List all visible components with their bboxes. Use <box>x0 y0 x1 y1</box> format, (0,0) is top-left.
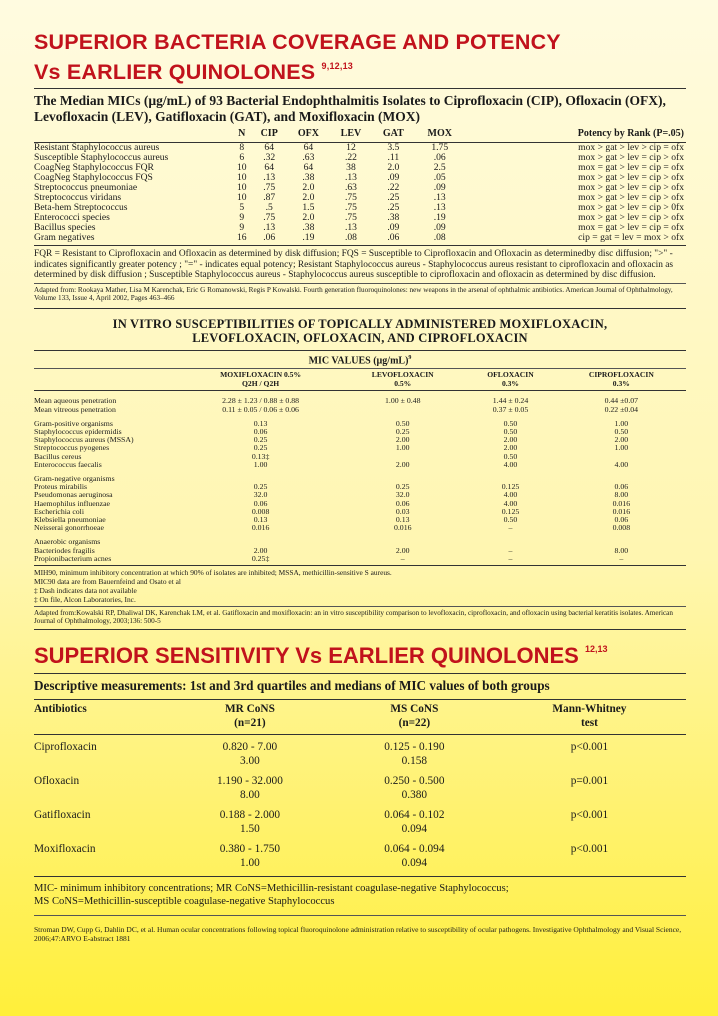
table-cell: Gram-negative organisms <box>34 474 115 484</box>
mr-cons-median: 3.00 <box>240 754 260 767</box>
table-cell: .09 <box>387 222 400 233</box>
table1 <box>34 129 686 246</box>
table-cell: Gram negatives <box>34 233 232 246</box>
table-cell: 2.0 <box>302 192 315 203</box>
table-row <box>34 500 686 508</box>
table-cell: 0.50 <box>503 427 518 437</box>
table-cell: .05 <box>433 172 446 183</box>
table-cell: Neisserai gonorrhoeae <box>34 523 104 533</box>
table-cell: 0.03 <box>395 506 410 516</box>
table-row <box>34 444 686 452</box>
table-cell: 2.00 <box>503 443 518 453</box>
table-cell: 3.5 <box>387 142 400 153</box>
table2-header-sub: 0.3% <box>612 378 630 388</box>
table-cell: 64 <box>303 142 314 153</box>
table-cell: 5 <box>239 202 245 213</box>
table3-header-line1: MS CoNS <box>390 702 439 715</box>
table-cell: .63 <box>344 182 357 193</box>
table1-header-cell: MOX <box>415 129 465 143</box>
table-cell: .75 <box>344 202 357 213</box>
table-cell: Mean aqueous penetration <box>34 396 117 406</box>
table-cell: Enterococcus faecalis <box>34 459 102 469</box>
table-cell: .06 <box>372 233 415 246</box>
mic-values-label: MIC VALUES (µg/mL) <box>308 355 409 367</box>
table3-header-line1: Antibiotics <box>34 702 87 715</box>
ms-cons-median: 0.158 <box>401 754 428 767</box>
table-cell: .13 <box>344 222 357 233</box>
mr-cons-range: 1.190 - 32.000 <box>216 774 283 787</box>
table-cell: .22 <box>344 152 357 163</box>
table-cell: .75 <box>263 212 276 223</box>
table-cell: 0.50 <box>503 418 518 428</box>
mann-whitney-p: p<0.001 <box>570 740 609 753</box>
table-cell: 1.00 <box>614 443 629 453</box>
table-cell: 0.13‡ <box>251 451 270 461</box>
table-cell: Haemophilus influenzae <box>34 498 110 508</box>
table-cell: – <box>508 523 513 533</box>
table-cell: Bacillus cereus <box>34 451 82 461</box>
ms-cons-cell <box>336 842 493 877</box>
table-cell: Streptococcus pneumoniae <box>34 182 138 193</box>
table3-header-row <box>34 699 686 734</box>
table-cell: 1.00 ± 0.48 <box>385 396 421 406</box>
table-cell: 0.50 <box>503 451 518 461</box>
table-cell: 0.06 <box>253 427 268 437</box>
table2-header-sub: 0.5% <box>394 378 412 388</box>
table-cell: .11 <box>387 152 400 163</box>
table-cell: 12 <box>346 142 356 153</box>
table-cell: 6 <box>239 152 245 163</box>
table-cell: 8.00 <box>614 490 629 500</box>
mr-cons-cell <box>164 808 336 842</box>
table-cell: 9 <box>239 222 245 233</box>
table3-title: Descriptive measurements: 1st and 3rd quartiles and medians of MIC values of both groups <box>34 677 550 693</box>
table-cell: 0.44 ±0.07 <box>604 396 639 406</box>
table-cell: 2.00 <box>395 435 410 445</box>
table-cell: .75 <box>344 212 357 223</box>
table-cell: Streptococcus viridans <box>34 192 122 203</box>
table-row <box>34 538 686 546</box>
section2-title <box>34 317 686 345</box>
table1-header-cell: OFX <box>287 129 330 143</box>
ms-cons-range: 0.125 - 0.190 <box>384 740 445 753</box>
divider <box>34 308 686 309</box>
table-row <box>34 436 686 444</box>
table-row <box>34 524 686 532</box>
table-cell: 0.016 <box>393 523 412 533</box>
table-row <box>34 397 686 405</box>
table3-header-cell <box>493 699 686 734</box>
table-cell: mox > gat > lev = cip > ofx <box>578 182 684 193</box>
divider <box>34 915 686 916</box>
table-cell: 10 <box>237 182 247 193</box>
table2-footnote: MIH90, minimum inhibitory concentration at which 90% of isolates are inhibited; MSSA, methicillin-sensitive S aureus. <box>34 568 392 578</box>
table-cell: .38 <box>387 212 400 223</box>
table2-header-sub: 0.3% <box>501 378 520 388</box>
table-cell: 1.00 <box>253 459 268 469</box>
page <box>34 30 686 943</box>
table-cell: Propionibacterium acnes <box>34 555 180 566</box>
ms-cons-cell <box>336 734 493 774</box>
table-cell: 0.22 ±0.04 <box>604 404 639 414</box>
ms-cons-median: 0.094 <box>401 856 428 869</box>
table3-header-line1: MR CoNS <box>224 702 275 715</box>
table-cell: Escherichia coli <box>34 506 85 516</box>
table-cell: – <box>557 555 686 566</box>
mr-cons-cell <box>164 842 336 877</box>
table-cell: mox > gat > lev > cip = ofx <box>578 142 684 153</box>
table-cell: 0.50 <box>395 418 410 428</box>
table-cell: 64 <box>303 162 314 173</box>
table3-header-line2: (n=22) <box>398 716 431 729</box>
section2-title-line2: LEVOFLOXACIN, OFLOXACIN, AND CIPROFLOXACIN <box>192 331 528 346</box>
table-row <box>34 461 686 469</box>
table3-header-line2: (n=21) <box>234 716 266 729</box>
table-cell: 0.25 <box>253 443 268 453</box>
divider <box>34 283 686 284</box>
table-cell: 0.50 <box>503 515 518 525</box>
table-cell: 1.5 <box>302 202 315 213</box>
table-cell: 0.125 <box>501 506 520 516</box>
table2-footnotes <box>34 568 686 604</box>
table-cell: Bacteriodes fragilis <box>34 545 95 555</box>
table-cell: 0.06 <box>614 482 629 492</box>
table-cell: 38 <box>346 162 356 173</box>
table2-header-name: CIPROFLOXACIN <box>588 370 654 380</box>
table2-body <box>34 391 686 566</box>
table-cell: 0.25‡ <box>180 555 341 566</box>
table-cell: .87 <box>263 192 276 203</box>
table-cell: Beta-hem Streptococcus <box>34 202 128 213</box>
table-cell: Enterococci species <box>34 212 110 223</box>
table-cell: 10 <box>237 162 247 173</box>
section3-title-refs: 12,13 <box>584 643 608 654</box>
table-cell: 2.5 <box>433 162 446 173</box>
table-cell: 1.75 <box>431 142 449 153</box>
antibiotic-name: Moxifloxacin <box>34 842 164 877</box>
table-cell: mox = gat > lev = cip = ofx <box>578 162 684 173</box>
table-cell: .75 <box>263 182 276 193</box>
table-cell: 0.25 <box>253 435 268 445</box>
mann-whitney-p: p=0.001 <box>570 774 609 787</box>
divider <box>34 368 686 369</box>
table-row <box>34 475 686 483</box>
mr-cons-median: 1.50 <box>240 822 260 835</box>
table2-footnote: ‡ On file, Alcon Laboratories, Inc. <box>34 595 136 605</box>
antibiotic-name: Ciprofloxacin <box>34 740 97 753</box>
table-cell: .38 <box>302 222 315 233</box>
table3-header-cell <box>164 699 336 734</box>
table-row <box>34 547 686 555</box>
table-cell: 0.016 <box>612 498 631 508</box>
table-row <box>34 491 686 499</box>
table-cell: 0.008 <box>612 523 631 533</box>
table-cell: – <box>464 555 556 566</box>
table-cell: 1.00 <box>395 443 410 453</box>
section2-title-line1: IN VITRO SUSCEPTIBILITIES OF TOPICALLY ADMINISTERED MOXIFLOXACIN, <box>112 317 608 332</box>
table2-header-cell <box>34 371 180 391</box>
mann-whitney-p: p<0.001 <box>493 842 686 877</box>
table-cell: 2.00 <box>614 435 629 445</box>
antibiotic-name: Gatifloxacin <box>34 808 91 821</box>
table2-header-cell <box>341 371 464 391</box>
section1-title-line2: Vs EARLIER QUINOLONES <box>34 60 316 84</box>
table-cell: 0.008 <box>251 506 270 516</box>
table1-footnote: FQR = Resistant to Ciprofloxacin and Ofloxacin as determined by disk diffusion; FQS = Susceptible to Ciprofloxacin and Ofloxacin as determinedby disc diffusion; ">" - indicates significantly greater potency ; "=" - indicates equal potency; Resistant Staphylococcus aureus - Staphylococcus aureus resistant to ciprofloxacin and ofloxacin as determined by disk diffusion ; Susceptible Staphylococcus aureus - Staphylococcus aureus susceptible to ciprofloxacin and ofloxacin as determined by disc diffusion. <box>34 249 674 280</box>
table-cell: .06 <box>433 152 446 163</box>
table-cell: Pseudomonas aeruginosa <box>34 490 113 500</box>
divider <box>34 606 686 607</box>
table-row <box>34 774 686 808</box>
table-row <box>34 483 686 491</box>
table-cell: .5 <box>265 202 273 213</box>
mr-cons-range: 0.188 - 2.000 <box>219 808 281 821</box>
table3-footnote <box>34 882 686 909</box>
table-cell: Resistant Staphylococcus aureus <box>34 142 160 153</box>
divider <box>34 629 686 630</box>
table-cell: 2.0 <box>302 182 315 193</box>
table1-header-cell: LEV <box>330 129 372 143</box>
table-cell: 0.016 <box>612 506 631 516</box>
table-cell: 0.11 ± 0.05 / 0.06 ± 0.06 <box>222 404 299 414</box>
table-cell: Streptococcus pyogenes <box>34 443 110 453</box>
table1-source: Adapted from: Rookaya Mather, Lisa M Karenchak, Eric G Romanowski, Regis P Kowalski. Fourth generation fluoroquinolones: new weapons in the arsenal of ophthalmic antibiotics. American Journal of Ophthalmology, Volume 133, Issue 4, April 2002, Pages 463–466 <box>34 285 673 302</box>
table-cell: .09 <box>433 182 446 193</box>
table-cell: 2.28 ± 1.23 / 0.88 ± 0.88 <box>222 396 300 406</box>
table-cell: cip = gat = lev = mox > ofx <box>465 233 686 246</box>
mann-whitney-p: p<0.001 <box>570 808 609 821</box>
table3-header-cell <box>34 699 164 734</box>
table2-header-name: OFLOXACIN <box>487 370 534 380</box>
table-cell: .25 <box>387 202 400 213</box>
table-cell: – <box>341 555 464 566</box>
table-cell <box>341 406 464 414</box>
table2-header-name: LEVOFLOXACIN <box>371 370 434 380</box>
table-cell: .19 <box>287 233 330 246</box>
table-cell: CoagNeg Staphylococcus FQR <box>34 162 154 173</box>
table-cell: 10 <box>237 192 247 203</box>
table-cell: 2.00 <box>503 435 518 445</box>
section3-title-text: SUPERIOR SENSITIVITY Vs EARLIER QUINOLONES <box>34 642 579 668</box>
table-row <box>34 420 686 428</box>
table-cell: .09 <box>433 222 446 233</box>
table-cell: Staphylococcus aureus (MSSA) <box>34 435 134 445</box>
table1-header-cell: Potency by Rank (P=.05) <box>465 129 686 143</box>
table-cell: mox > gat > lev = cip > ofx <box>578 152 684 163</box>
table1-header-cell <box>34 129 232 143</box>
table-cell: CoagNeg Staphylococcus FQS <box>34 172 153 183</box>
table-cell: mox > gat > lev = cip > ofx <box>578 212 684 223</box>
table-cell: 2.00 <box>395 459 410 469</box>
table-cell: Anaerobic organisms <box>34 537 101 547</box>
table-cell: Bacillus species <box>34 222 96 233</box>
table-cell: .06 <box>252 233 287 246</box>
table2-header-sub: Q2H / Q2H <box>242 378 280 388</box>
table-cell: mox > gat > lev = cip > ofx <box>578 192 684 203</box>
ms-cons-range: 0.064 - 0.102 <box>384 808 445 821</box>
table-cell: 8 <box>239 142 245 153</box>
table2 <box>34 371 686 566</box>
table3-footnote-line1: MIC- minimum inhibitory concentrations; MR CoNS=Methicillin-resistant coagulase-negative Staphylococcus; <box>34 882 509 894</box>
table-row <box>34 508 686 516</box>
table-cell: .13 <box>263 222 276 233</box>
table-cell: 2.00 <box>395 545 410 555</box>
table-cell: 0.37 ± 0.05 <box>492 404 529 414</box>
table-cell: 1.44 ± 0.24 <box>492 396 529 406</box>
table-cell: – <box>508 545 513 555</box>
table-cell: 32.0 <box>253 490 268 500</box>
table-cell: Staphylococcus epidermidis <box>34 427 122 437</box>
table-cell: .13 <box>433 192 446 203</box>
table2-header-cell <box>557 371 686 391</box>
table-cell: 0.13 <box>395 515 410 525</box>
table3-header-cell <box>336 699 493 734</box>
mr-cons-range: 0.380 - 1.750 <box>219 842 281 855</box>
divider <box>34 350 686 351</box>
mic-values-title <box>34 355 686 366</box>
section1-title <box>34 30 686 84</box>
mic-values-ref: 9 <box>408 355 412 362</box>
mr-cons-median: 8.00 <box>240 788 260 801</box>
table1-body <box>34 143 686 246</box>
table-cell: 64 <box>264 142 274 153</box>
table-cell: .13 <box>433 202 446 213</box>
table-cell: 0.25 <box>395 482 410 492</box>
table3-source: Stroman DW, Cupp G, Dahlin DC, et al. Human ocular concentrations following topical fluoroquinolone administration relative to susceptibility of ocular pathogens. Investigative Ophthalmology and Visual Science, 2006;47:ARVO E-abstract 1881 <box>34 924 682 943</box>
table-cell: .25 <box>387 192 400 203</box>
table-cell: 16 <box>232 233 252 246</box>
ms-cons-range: 0.064 - 0.094 <box>384 842 445 855</box>
table1-title: The Median MICs (µg/mL) of 93 Bacterial Endophthalmitis Isolates to Ciprofloxacin (CIP), Ofloxacin (OFX), Levofloxacin (LEV), Gatifloxacin (GAT), and Moxifloxacin (MOX) <box>34 93 666 124</box>
table-cell: .09 <box>387 172 400 183</box>
table2-header-row <box>34 371 686 391</box>
table-cell: 0.06 <box>614 515 629 525</box>
table-cell: mox > gat > lev = cip > 0fx <box>578 202 684 213</box>
table-row <box>34 808 686 842</box>
table-cell: 4.00 <box>503 498 518 508</box>
antibiotic-name: Ofloxacin <box>34 774 80 787</box>
table-cell: 0.016 <box>251 523 270 533</box>
table-cell: .19 <box>433 212 446 223</box>
table-row <box>34 842 686 877</box>
table-row <box>34 555 686 566</box>
table-cell: .22 <box>387 182 400 193</box>
table-row <box>34 516 686 524</box>
table-cell: .13 <box>344 172 357 183</box>
table-cell: 0.13 <box>253 418 268 428</box>
table2-footnote: ‡ Dash indicates data not available <box>34 586 137 596</box>
table-row <box>34 734 686 774</box>
table-cell: 4.00 <box>614 459 629 469</box>
table1-header-cell: GAT <box>372 129 415 143</box>
mr-cons-cell <box>164 734 336 774</box>
table1-header-cell: N <box>232 129 252 143</box>
table3-header-line2: test <box>580 716 598 729</box>
table-cell: 0.50 <box>614 427 629 437</box>
ms-cons-median: 0.094 <box>401 822 428 835</box>
table2-header-cell <box>464 371 556 391</box>
table3-body <box>34 734 686 876</box>
table-cell: .38 <box>302 172 315 183</box>
table1-header-cell: CIP <box>252 129 287 143</box>
table3-header-line1: Mann-Whitney <box>552 702 627 715</box>
table2-footnote: MIC90 data are from Bauernfeind and Osato et al <box>34 577 181 587</box>
table-cell: Susceptible Staphylococcus aureus <box>34 152 169 163</box>
table3 <box>34 699 686 877</box>
table-row <box>34 233 686 246</box>
table-cell: 0.125 <box>501 482 520 492</box>
table-row <box>34 406 686 414</box>
table-cell: .08 <box>330 233 372 246</box>
table-cell: 0.06 <box>253 498 268 508</box>
table-cell: 32.0 <box>395 490 410 500</box>
mr-cons-median: 1.00 <box>240 856 260 869</box>
mr-cons-range: 0.820 - 7.00 <box>222 740 278 753</box>
mr-cons-cell <box>164 774 336 808</box>
section1-title-line1: SUPERIOR BACTERIA COVERAGE AND POTENCY <box>34 30 561 54</box>
divider <box>34 673 686 674</box>
table-cell: 0.06 <box>395 498 410 508</box>
table2-source: Adapted from:Kowalski RP, Dhaliwal DK, Karenchak LM, et al. Gatifloxacin and moxifloxacin: an in vitro susceptibility comparison to levofloxacin, ciprofloxacin, and ofloxacin using bacterial keratitis isolates. American Journal of Ophthalmology, 2003;136: 500-5 <box>34 609 673 626</box>
table-cell: 64 <box>264 162 274 173</box>
table-cell: Gram-positive organisms <box>34 418 113 428</box>
table-cell: .63 <box>302 152 315 163</box>
ms-cons-range: 0.250 - 0.500 <box>384 774 445 787</box>
table-row <box>34 453 686 461</box>
table-cell: .08 <box>415 233 465 246</box>
section1-title-refs: 9,12,13 <box>321 61 353 71</box>
table-cell: 0.13 <box>253 515 268 525</box>
table-cell: 2.0 <box>387 162 400 173</box>
table1-header-row <box>34 129 686 143</box>
table-cell: mox = gat > lev = cip = ofx <box>578 222 684 233</box>
table2-header-cell <box>180 371 341 391</box>
section3-title <box>34 636 686 669</box>
table3-footnote-line2: MS CoNS=Methicillin-susceptible coagulase-negative Staphylococcus <box>34 896 335 908</box>
table-cell: 1.00 <box>614 418 629 428</box>
table-cell: 2.00 <box>253 545 268 555</box>
table-cell: .13 <box>263 172 276 183</box>
table-cell: Mean vitreous penetration <box>34 404 116 414</box>
table-cell: 0.25 <box>395 427 410 437</box>
table-cell: 4.00 <box>503 490 518 500</box>
divider <box>34 88 686 89</box>
table-cell: 8.00 <box>614 545 629 555</box>
table-cell: 4.00 <box>503 459 518 469</box>
table2-header-name: MOXIFLOXACIN 0.5% <box>220 370 302 380</box>
ms-cons-median: 0.380 <box>401 788 428 801</box>
table-cell: .75 <box>344 192 357 203</box>
table-cell: 0.25 <box>253 482 268 492</box>
ms-cons-cell <box>336 808 493 842</box>
table-cell: 10 <box>237 172 247 183</box>
table-cell: Klebsiella pneumoniae <box>34 515 106 525</box>
table-cell: 2.0 <box>302 212 315 223</box>
table-cell: mox > gat > lev = cip > ofx <box>578 172 684 183</box>
ms-cons-cell <box>336 774 493 808</box>
table-cell: Proteus mirabilis <box>34 482 88 492</box>
table-cell: 9 <box>239 212 245 223</box>
table-cell: .32 <box>263 152 276 163</box>
